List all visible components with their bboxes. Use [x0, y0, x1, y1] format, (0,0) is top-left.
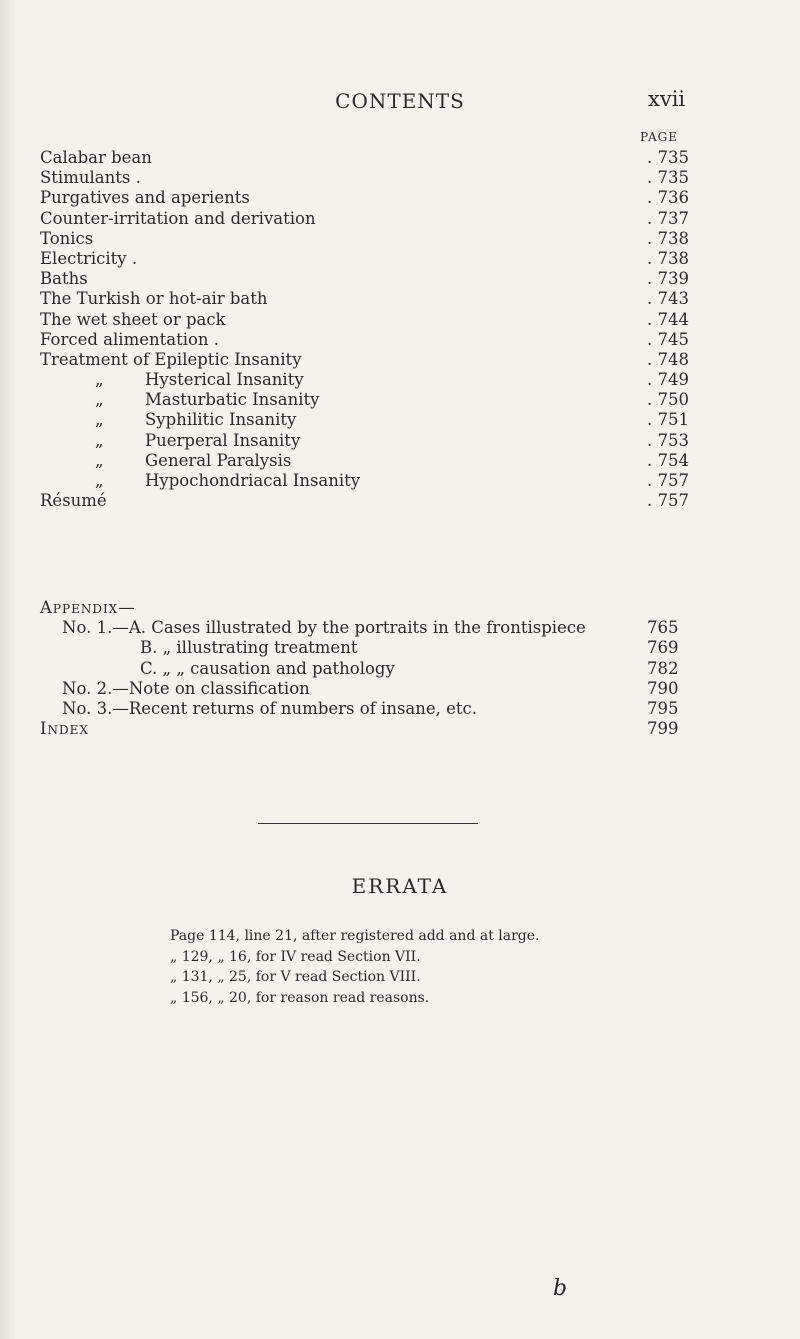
- toc-entry-label: Treatment of Epileptic Insanity: [40, 349, 302, 369]
- appendix-entry-page: 790: [647, 678, 679, 698]
- appendix-entry-label: Index: [40, 719, 89, 739]
- toc-row: [0, 249, 800, 269]
- appendix-entry-label: No. 2.—Note on classification: [62, 678, 310, 698]
- appendix-entry-label: No. 3.—Recent returns of numbers of insane, etc.: [62, 698, 478, 718]
- toc-row: [0, 471, 800, 491]
- toc-entry-page: . 735: [647, 148, 689, 167]
- appendix-entry-page: 769: [647, 638, 679, 658]
- appendix-heading: Appendix—: [40, 598, 136, 617]
- toc-entry-label: Forced alimentation .: [40, 329, 220, 349]
- toc-entry-label: Syphilitic Insanity: [145, 410, 297, 430]
- errata-list: [170, 926, 540, 1008]
- toc-entry-label: Electricity .: [40, 248, 138, 268]
- signature-mark: b: [553, 1276, 568, 1301]
- ditto-mark: „: [95, 471, 104, 490]
- toc-entry-page: . 737: [647, 208, 689, 228]
- toc-row: [0, 350, 800, 370]
- toc-entry-page: . 735: [647, 168, 689, 188]
- toc-entry-page: . 745: [647, 329, 689, 349]
- toc-entry-page: . 748: [647, 349, 689, 369]
- toc-list: [0, 148, 800, 511]
- page-number: xvii: [648, 87, 686, 111]
- errata-row: Page 114, line 21, after registered add and at large.: [170, 928, 540, 944]
- toc-entry-label: Masturbatic Insanity: [145, 390, 320, 410]
- page-column-label: PAGE: [640, 130, 678, 144]
- page-title: CONTENTS: [335, 89, 465, 113]
- ditto-mark: „: [95, 370, 104, 390]
- toc-entry-page: . 738: [647, 248, 689, 268]
- appendix-row: [0, 679, 800, 699]
- toc-entry-label: Stimulants .: [40, 168, 141, 188]
- appendix-entry-label: B. „ illustrating treatment: [140, 638, 358, 658]
- toc-row: [0, 330, 800, 350]
- toc-entry-page: . 754: [647, 450, 689, 470]
- toc-row: [0, 168, 800, 188]
- errata-title: ERRATA: [351, 874, 449, 898]
- toc-entry-page: . 743: [647, 289, 689, 309]
- toc-entry-page: . 749: [647, 370, 689, 390]
- toc-entry-label: Résumé: [40, 491, 107, 511]
- toc-row: [0, 188, 800, 208]
- toc-entry-page: . 753: [647, 430, 689, 450]
- errata-row: „ 131, „ 25, for V read Section VIII.: [170, 969, 421, 985]
- toc-row: [0, 229, 800, 249]
- toc-row: [0, 370, 800, 390]
- toc-entry-page: . 750: [647, 390, 689, 410]
- appendix-entry-page: 782: [647, 658, 679, 678]
- ditto-mark: „: [95, 410, 104, 430]
- appendix-entry-page: 765: [647, 618, 679, 638]
- divider: [258, 823, 478, 824]
- toc-entry-label: General Paralysis: [145, 450, 292, 470]
- appendix-row: [0, 719, 800, 739]
- appendix-heading-row: [0, 598, 800, 618]
- toc-row: [0, 431, 800, 451]
- toc-entry-page: . 739: [647, 269, 689, 289]
- toc-entry-page: . 757: [647, 471, 689, 490]
- toc-row: [0, 451, 800, 471]
- toc-row: [0, 410, 800, 430]
- toc-entry-label: Counter-irritation and derivation: [40, 208, 316, 228]
- toc-entry-label: The wet sheet or pack: [40, 309, 226, 329]
- appendix-entry-page: 799: [647, 719, 679, 739]
- toc-entry-page: . 738: [647, 228, 689, 248]
- errata-row: „ 156, „ 20, for reason read reasons.: [170, 989, 430, 1006]
- toc-entry-page: . 736: [647, 188, 689, 208]
- toc-entry-label: Purgatives and aperients: [40, 188, 250, 208]
- toc-entry-label: Puerperal Insanity: [145, 430, 301, 450]
- toc-entry-page: . 744: [647, 309, 689, 329]
- toc-row: [0, 310, 800, 330]
- ditto-mark: „: [95, 430, 104, 450]
- toc-entry-page: . 751: [647, 410, 689, 430]
- appendix-row: [0, 699, 800, 719]
- appendix-row: [0, 618, 800, 638]
- appendix-entry-page: 795: [647, 698, 679, 718]
- toc-row: [0, 269, 800, 289]
- toc-entry-label: Hysterical Insanity: [145, 370, 304, 390]
- toc-entry-page: . 757: [647, 491, 689, 511]
- toc-entry-label: Tonics: [40, 228, 94, 248]
- ditto-mark: „: [95, 450, 104, 470]
- toc-entry-label: The Turkish or hot-air bath: [40, 289, 268, 309]
- appendix-row: [0, 659, 800, 679]
- appendix-section: [0, 598, 800, 739]
- appendix-entry-label: No. 1.—A. Cases illustrated by the portraits in the frontispiece: [62, 618, 586, 638]
- toc-entry-label: Hypochondriacal Insanity: [145, 471, 361, 490]
- toc-entry-label: Baths: [40, 269, 88, 289]
- appendix-row: [0, 638, 800, 658]
- toc-row: [0, 148, 800, 168]
- toc-row: [0, 209, 800, 229]
- errata-row: „ 129, „ 16, for IV read Section VII.: [170, 948, 421, 965]
- ditto-mark: „: [95, 390, 104, 410]
- toc-row: [0, 289, 800, 309]
- toc-entry-label: Calabar bean: [40, 148, 152, 167]
- appendix-entry-label: C. „ „ causation and pathology: [140, 658, 395, 678]
- toc-row: [0, 491, 800, 511]
- toc-row: [0, 390, 800, 410]
